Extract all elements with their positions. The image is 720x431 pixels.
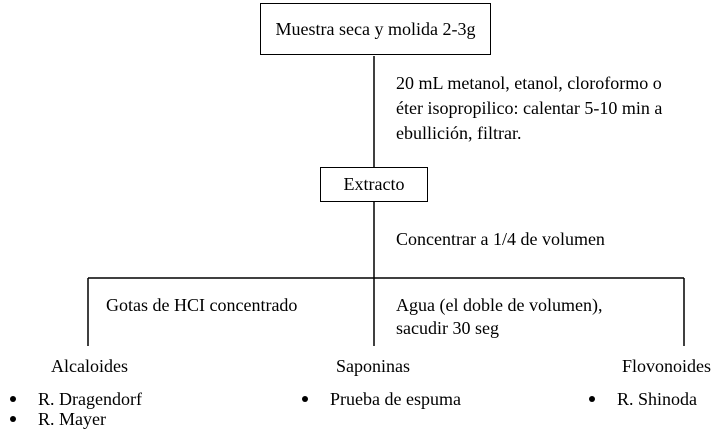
test-label: Prueba de espuma (330, 389, 461, 409)
extraction-step-line3: ebullición, filtrar. (396, 123, 522, 143)
sample-box (260, 3, 491, 55)
test-list-item (302, 388, 461, 410)
bullet-icon (10, 416, 16, 422)
group-title-alcaloides: Alcaloides (51, 356, 128, 376)
extraction-step-line1: 20 mL metanol, etanol, cloroformo o (396, 73, 662, 93)
test-list-item (10, 408, 106, 430)
extract-box (320, 167, 428, 202)
concentrate-step: Concentrar a 1/4 de volumen (396, 229, 605, 249)
group-title-saponinas: Saponinas (336, 356, 410, 376)
test-label: R. Shinoda (617, 389, 698, 409)
sample-label: Muestra seca y molida 2-3g (275, 18, 476, 39)
extract-label: Extracto (343, 174, 405, 194)
bullet-icon (10, 396, 16, 402)
middle-branch-reagent-line1: Agua (el doble de volumen), (396, 295, 603, 315)
middle-branch-reagent-line2: sacudir 30 seg (396, 318, 499, 338)
extraction-step-line2: éter isopropilico: calentar 5-10 min a (396, 98, 663, 118)
test-label: R. Mayer (38, 409, 106, 429)
group-title-flavonoides: Flovonoides (622, 356, 712, 376)
bullet-icon (589, 396, 595, 402)
test-list-item (589, 388, 697, 410)
test-list-item (10, 388, 142, 410)
bullet-icon (302, 396, 308, 402)
test-label: R. Dragendorf (38, 389, 142, 409)
left-branch-reagent: Gotas de HCI concentrado (106, 295, 298, 315)
